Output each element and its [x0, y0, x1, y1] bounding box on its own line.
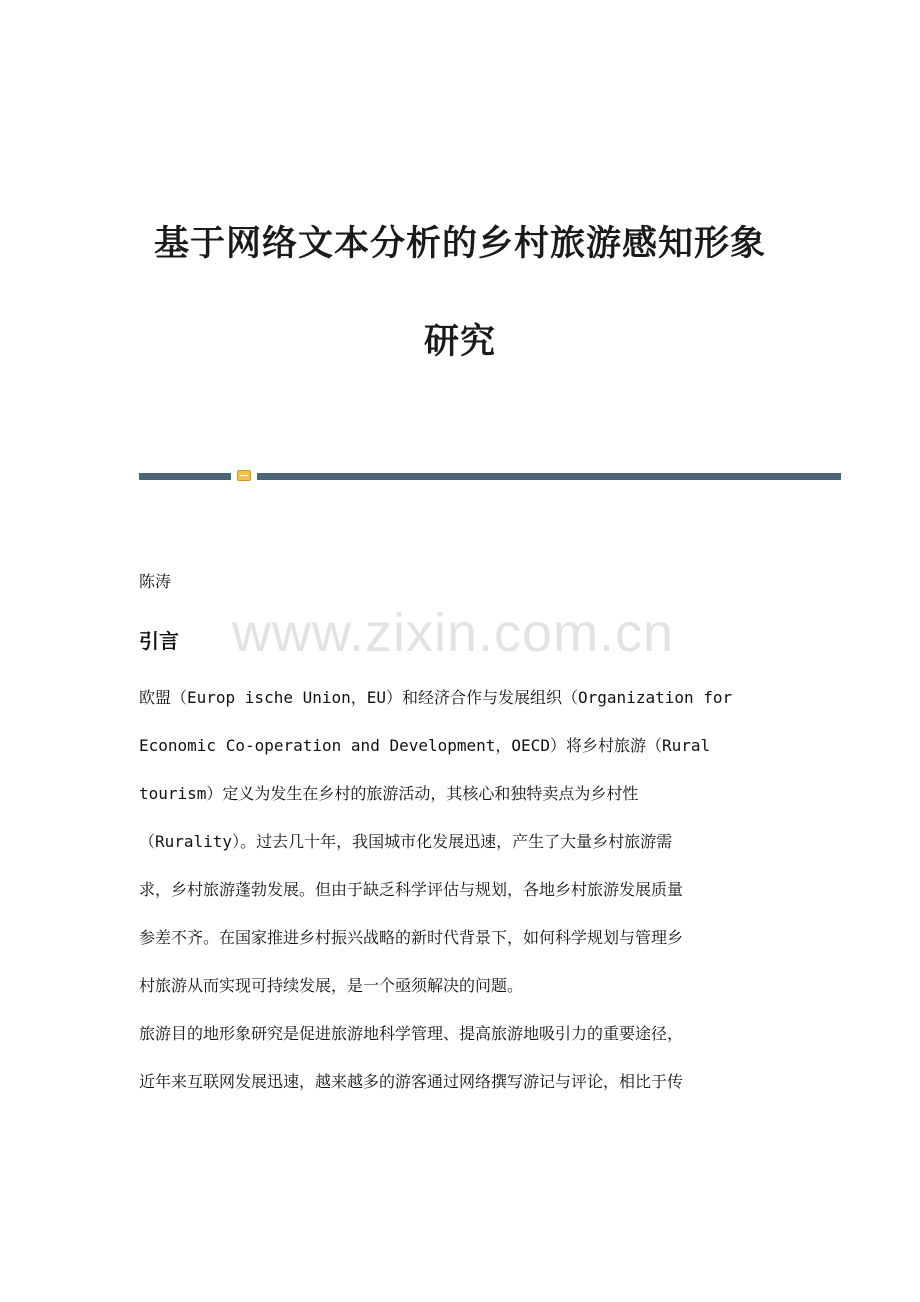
paragraph-line: tourism）定义为发生在乡村的旅游活动，其核心和独特卖点为乡村性: [139, 784, 639, 803]
body-paragraph: [139, 1020, 779, 1116]
paragraph-line: （Rurality）。过去几十年，我国城市化发展迅速，产生了大量乡村旅游需: [139, 832, 673, 851]
author-name: 陈涛: [139, 572, 172, 591]
paragraph-line: 求，乡村旅游蓬勃发展。但由于缺乏科学评估与规划，各地乡村旅游发展质量: [139, 880, 684, 899]
title-divider: [139, 470, 841, 482]
paragraph-line: 参差不齐。在国家推进乡村振兴战略的新时代背景下，如何科学规划与管理乡: [139, 928, 684, 947]
paragraph-line: 近年来互联网发展迅速，越来越多的游客通过网络撰写游记与评论，相比于传: [139, 1072, 684, 1091]
divider-bar-left: [139, 473, 231, 480]
divider-badge-icon: [237, 470, 251, 481]
paragraph-line: 村旅游从而实现可持续发展，是一个亟须解决的问题。: [139, 976, 524, 995]
paragraph-line: 旅游目的地形象研究是促进旅游地科学管理、提高旅游地吸引力的重要途径，: [139, 1024, 684, 1043]
document-title-line-2: 研究: [423, 321, 496, 362]
watermark-text: www.zixin.com.cn: [232, 603, 675, 663]
paragraph-line: 欧盟（Europ ische Union，EU）和经济合作与发展组织（Organization for: [139, 688, 733, 707]
divider-bar-right: [257, 473, 841, 480]
body-paragraph: [139, 684, 779, 1020]
section-heading: 引言: [139, 629, 179, 653]
document-title-line-1: 基于网络文本分析的乡村旅游感知形象: [153, 223, 766, 264]
paragraph-line: Economic Co-operation and Development，OECD）将乡村旅游（Rural: [139, 736, 711, 755]
